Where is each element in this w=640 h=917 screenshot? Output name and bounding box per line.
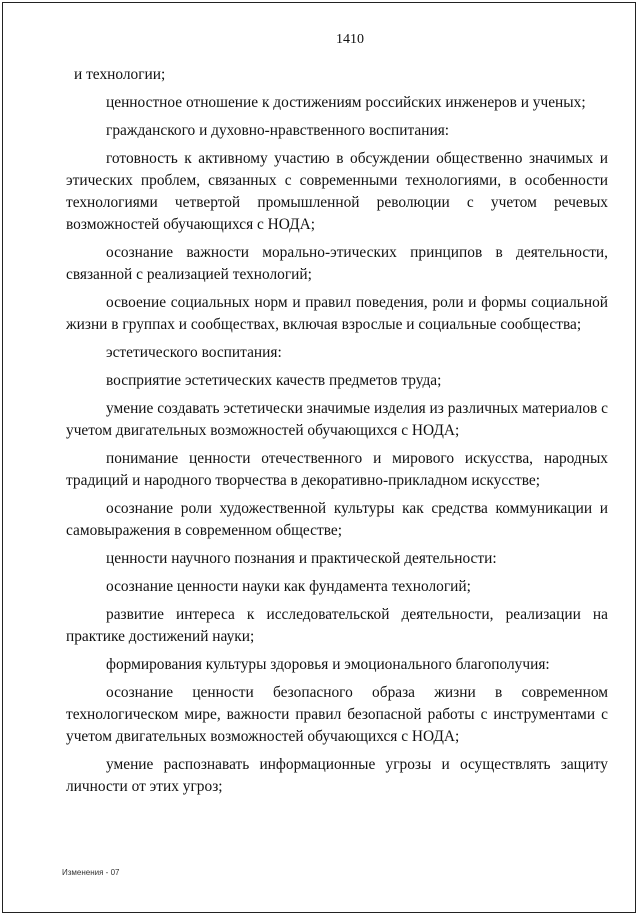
paragraph: умение распознавать информационные угрозы и осуществлять защиту личности от этих угроз;	[66, 756, 608, 795]
paragraph: ценностное отношение к достижениям российских инженеров и ученых;	[106, 94, 586, 111]
paragraph: гражданского и духовно-нравственного воспитания:	[106, 122, 450, 139]
paragraph: осознание ценности безопасного образа жизни в современном технологическом мире, важности правил безопасной работы с инструментами с учетом двигательных возможностей обучающихся с НОДА;	[66, 684, 608, 745]
paragraph: формирования культуры здоровья и эмоционального благополучия:	[106, 656, 550, 673]
page-number: 1410	[336, 32, 364, 47]
paragraph: развитие интереса к исследовательской деятельности, реализации на практике достижений науки;	[66, 606, 608, 645]
document-body	[66, 64, 608, 804]
paragraph: ценности научного познания и практической деятельности:	[106, 550, 497, 567]
paragraph: освоение социальных норм и правил поведения, роли и формы социальной жизни в группах и сообществах, включая взрослые и социальные сообщества;	[66, 294, 608, 333]
paragraph: умение создавать эстетически значимые изделия из различных материалов с учетом двигательных возможностей обучающихся с НОДА;	[66, 400, 608, 439]
paragraph: эстетического воспитания:	[106, 344, 282, 361]
paragraph: готовность к активному участию в обсуждении общественно значимых и этических проблем, связанных с современными технологиями, в особенности технологиями четвертой промышленной революции с учетом речевых возможностей обучающихся с НОДА;	[66, 150, 608, 233]
paragraph: осознание роли художественной культуры как средства коммуникации и самовыражения в современном обществе;	[66, 500, 608, 539]
footer-note: Изменения - 07	[62, 868, 120, 877]
paragraph: и технологии;	[74, 66, 166, 83]
paragraph: осознание важности морально-этических принципов в деятельности, связанной с реализацией технологий;	[66, 244, 608, 283]
paragraph: восприятие эстетических качеств предметов труда;	[106, 372, 442, 389]
paragraph: понимание ценности отечественного и мирового искусства, народных традиций и народного творчества в декоративно-прикладном искусстве;	[66, 450, 608, 489]
paragraph: осознание ценности науки как фундамента технологий;	[106, 578, 471, 595]
